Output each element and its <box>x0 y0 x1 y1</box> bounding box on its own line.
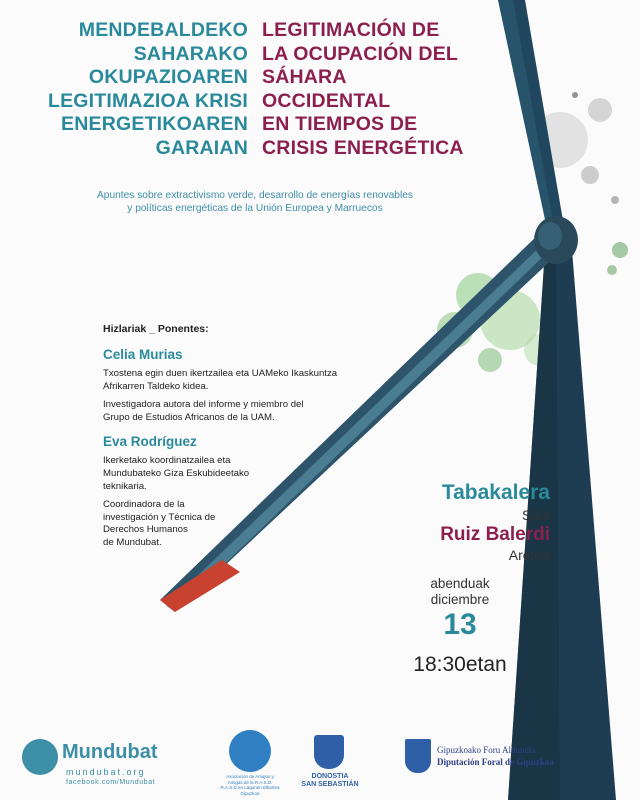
speaker-bio-eu: teknikaria. <box>103 480 147 492</box>
globe-icon <box>22 739 58 775</box>
title-eu-line: SAHARAKO <box>133 42 248 65</box>
title-eu-line: MENDEBALDEKO <box>78 19 248 41</box>
mundubat-logo[interactable] <box>22 735 212 795</box>
rasd-emblem-icon <box>229 730 271 772</box>
donostia-shield-icon <box>314 735 344 769</box>
speaker-bio-eu: Mundubateko Giza Eskubideetako <box>103 467 250 479</box>
title-es-line: LEGITIMACIÓN DE <box>262 19 440 41</box>
venue-room: Ruiz Balerdi <box>440 524 550 545</box>
mundubat-name: Mundubat <box>62 741 158 763</box>
rasd-text: Asociación de Amigos y Amigas de la R.A.S.D. R.A.S.D.en Lagunen Elkartea Gipuzkoa <box>220 774 280 796</box>
speakers-heading: Hizlariak _ Ponentes: <box>103 323 209 335</box>
sponsor-logos <box>0 725 640 800</box>
speakers-section <box>103 323 343 550</box>
day-number: 13 <box>443 608 477 641</box>
venue <box>340 480 550 564</box>
month-es: diciembre <box>430 592 490 607</box>
venue-name: Tabakalera <box>441 481 550 504</box>
title-es-line: EN TIEMPOS DE <box>262 113 418 135</box>
title-eu-line: OKUPAZIOAREN <box>88 66 248 88</box>
subtitle-line: y políticas energéticas de la Unión Europea y Marruecos <box>127 203 383 214</box>
subtitle <box>60 189 450 215</box>
speaker-name: Eva Rodríguez <box>103 434 197 450</box>
gipuzkoa-logo[interactable] <box>405 739 605 789</box>
title-eu-line: GARAIAN <box>155 136 248 159</box>
speaker-bio-es: Investigadora autora del informe y miembro del <box>103 399 304 411</box>
event-date <box>400 576 520 678</box>
title-es-line: OCCIDENTAL <box>262 89 391 112</box>
gipuzkoa-text-eu: Gipuzkoako Foru Aldundia <box>437 745 536 755</box>
title-eu-line: LEGITIMAZIOA KRISI <box>47 89 248 112</box>
title-es-line: CRISIS ENERGÉTICA <box>262 136 464 159</box>
rasd-association-logo[interactable] <box>215 730 285 795</box>
event-time: 18:30etan <box>413 653 507 676</box>
title-spanish <box>262 19 464 160</box>
title-es-line: SÁHARA <box>262 66 347 88</box>
speaker-bio-eu: Ikerketako koordinatzailea eta <box>103 455 231 467</box>
title-es-line: LA OCUPACIÓN DEL <box>262 42 459 65</box>
mundubat-url: mundubat.org <box>66 767 146 777</box>
speaker-bio-eu: Txostena egin duen ikertzailea eta UAMeko Ikaskuntza <box>103 368 338 379</box>
title-basque <box>48 19 248 160</box>
mundubat-facebook: facebook.com/Mundubat <box>66 779 156 786</box>
month-eu: abenduak <box>430 576 490 591</box>
gipuzkoa-shield-icon <box>405 739 431 773</box>
title-eu-line: ENERGETIKOAREN <box>61 113 248 135</box>
speaker-bio-es: Coordinadora de la <box>103 499 185 511</box>
gipuzkoa-text-es: Diputación Foral de Gipuzkoa <box>437 757 554 767</box>
speaker-name: Celia Murias <box>103 347 183 362</box>
donostia-text: DONOSTIA SAN SEBASTIÁN <box>301 773 359 788</box>
speaker-bio-es: Grupo de Estudios Africanos de la UAM. <box>103 411 275 423</box>
venue-aretoa: Aretoa <box>508 547 550 563</box>
speaker-bio-es: Derechos Humanos <box>103 524 188 536</box>
donostia-logo[interactable] <box>300 735 360 795</box>
venue-sala: Sala <box>521 507 550 523</box>
subtitle-line: Apuntes sobre extractivismo verde, desarrollo de energías renovables <box>97 190 413 201</box>
speaker-bio-es: investigación y Técnica de <box>103 511 216 523</box>
speaker-bio-es: de Mundubat. <box>103 536 162 548</box>
speaker-bio-eu: Afrikarren Taldeko kidea. <box>103 380 209 392</box>
